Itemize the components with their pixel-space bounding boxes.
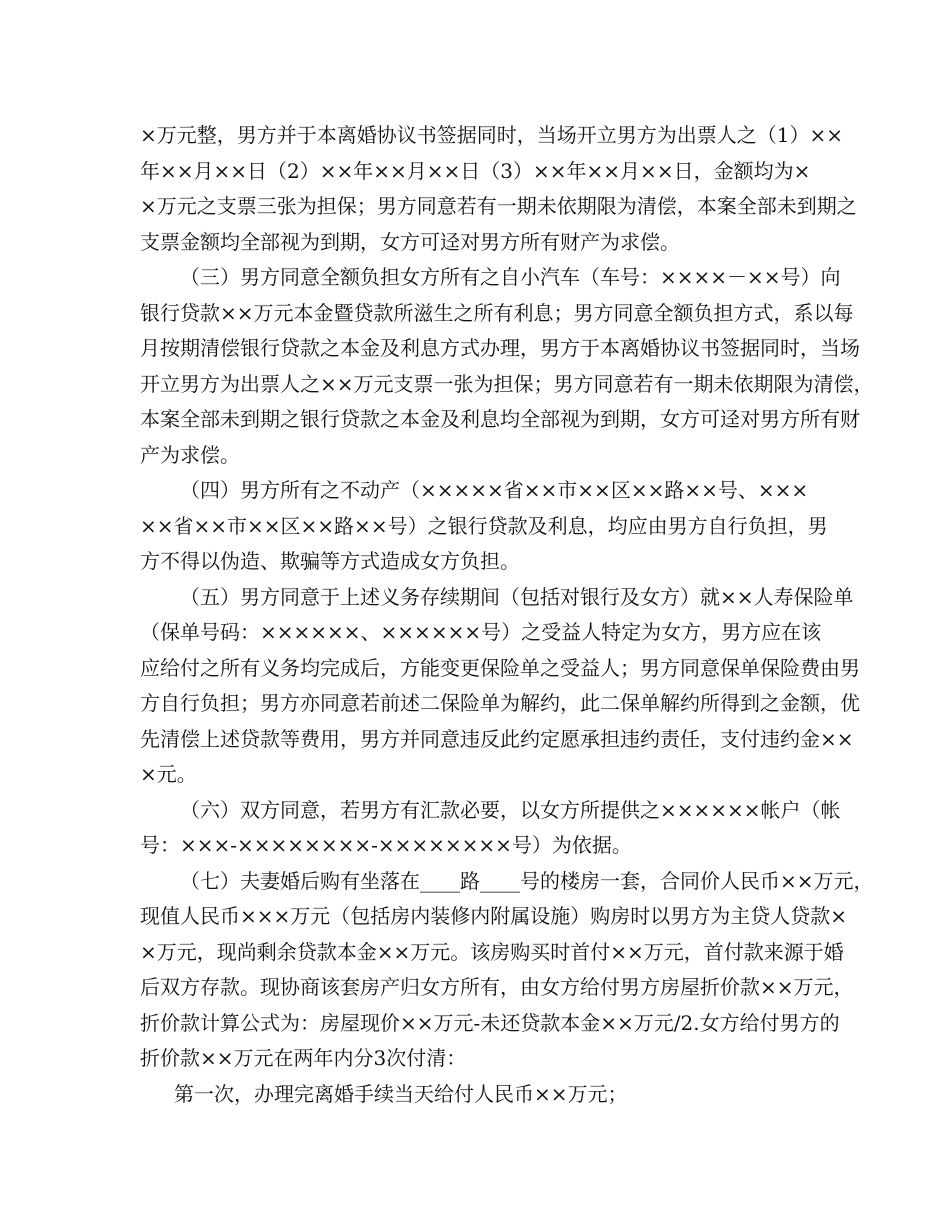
document-body: [140, 118, 874, 1112]
paragraph-5: [140, 580, 860, 793]
text-line: 年××月××日（2）××年××月××日（3）××年××月××日，金额均为×: [140, 158, 811, 183]
text-line: 方不得以伪造、欺骗等方式造成女方负担。: [140, 549, 520, 573]
text-line: 号：×××-××××××××-××××××××号）为依据。: [140, 833, 632, 857]
text-line: ×元。: [140, 762, 197, 786]
paragraph-first-payment: [140, 1077, 830, 1113]
text-line: 应给付之所有义务均完成后，方能变更保险单之受益人；男方同意保单保险费由男: [140, 655, 860, 680]
paragraph-4: [140, 473, 830, 580]
paragraph-continued: [140, 118, 857, 260]
text-line: 银行贷款××万元本金暨贷款所滋生之所有利息；男方同意全额负担方式，系以每: [140, 300, 854, 325]
text-line: （四）男方所有之不动产（×××××省××市××区××路××号、×××: [180, 478, 809, 502]
text-line: 支票金额均全部视为到期，女方可迳对男方所有财产为求偿。: [140, 229, 680, 254]
text-line: 本案全部未到期之银行贷款之本金及利息均全部视为到期，女方可迳对男方所有财: [140, 407, 860, 431]
text-line: （三）男方同意全额负担女方所有之自小汽车（车号：××××－××号）向: [180, 265, 841, 289]
paragraph-3: [140, 260, 874, 473]
text-line: 现值人民币×××万元（包括房内装修内附属设施）购房时以男方为主贷人贷款×: [140, 904, 848, 928]
text-line: 产为求偿。: [140, 442, 240, 467]
text-line: 折价款计算公式为：房屋现价××万元-未还贷款本金××万元/2.女方给付男方的: [140, 1010, 840, 1035]
text-line: 月按期清偿银行贷款之本金及利息方式办理，男方于本离婚协议书签据同时，当场: [140, 336, 860, 360]
text-line: 后双方存款。现协商该套房产归女方所有，由女方给付男方房屋折价款××万元，: [140, 975, 854, 999]
text-line: ××省××市××区××路××号）之银行贷款及利息，均应由男方自行负担，男: [140, 513, 828, 538]
text-line: 折价款××万元在两年内分3次付清：: [140, 1046, 467, 1070]
text-line: 先清偿上述贷款等费用，男方并同意违反此约定愿承担违约责任，支付违约金××: [140, 726, 854, 751]
text-line: （七）夫妻婚后购有坐落在____路____号的楼房一套，合同价人民币××万元，: [180, 868, 874, 893]
text-line: 方自行负担；男方亦同意若前述二保险单为解约，此二保单解约所得到之金额，优: [140, 691, 860, 715]
paragraph-6: [140, 793, 841, 864]
text-line: ×万元之支票三张为担保；男方同意若有一期未依期限为清偿，本案全部未到期之: [140, 194, 857, 218]
text-line: （保单号码：××××××、××××××号）之受益人特定为女方，男方应在该: [140, 620, 822, 644]
text-line: ×万元整，男方并于本离婚协议书签据同时，当场开立男方为出票人之（1）××: [140, 123, 843, 147]
text-line: 第一次，办理完离婚手续当天给付人民币××万元；: [174, 1081, 628, 1106]
text-line: （五）男方同意于上述义务存续期间（包括对银行及女方）就××人寿保险单: [180, 584, 854, 609]
paragraph-7: [140, 864, 874, 1077]
text-line: 开立男方为出票人之××万元支票一张为担保；男方同意若有一期未依期限为清偿，: [140, 371, 874, 396]
text-line: ×万元，现尚剩余贷款本金××万元。该房购买时首付××万元，首付款来源于婚: [140, 939, 844, 964]
text-line: （六）双方同意，若男方有汇款必要，以女方所提供之××××××帐户（帐: [180, 797, 841, 822]
